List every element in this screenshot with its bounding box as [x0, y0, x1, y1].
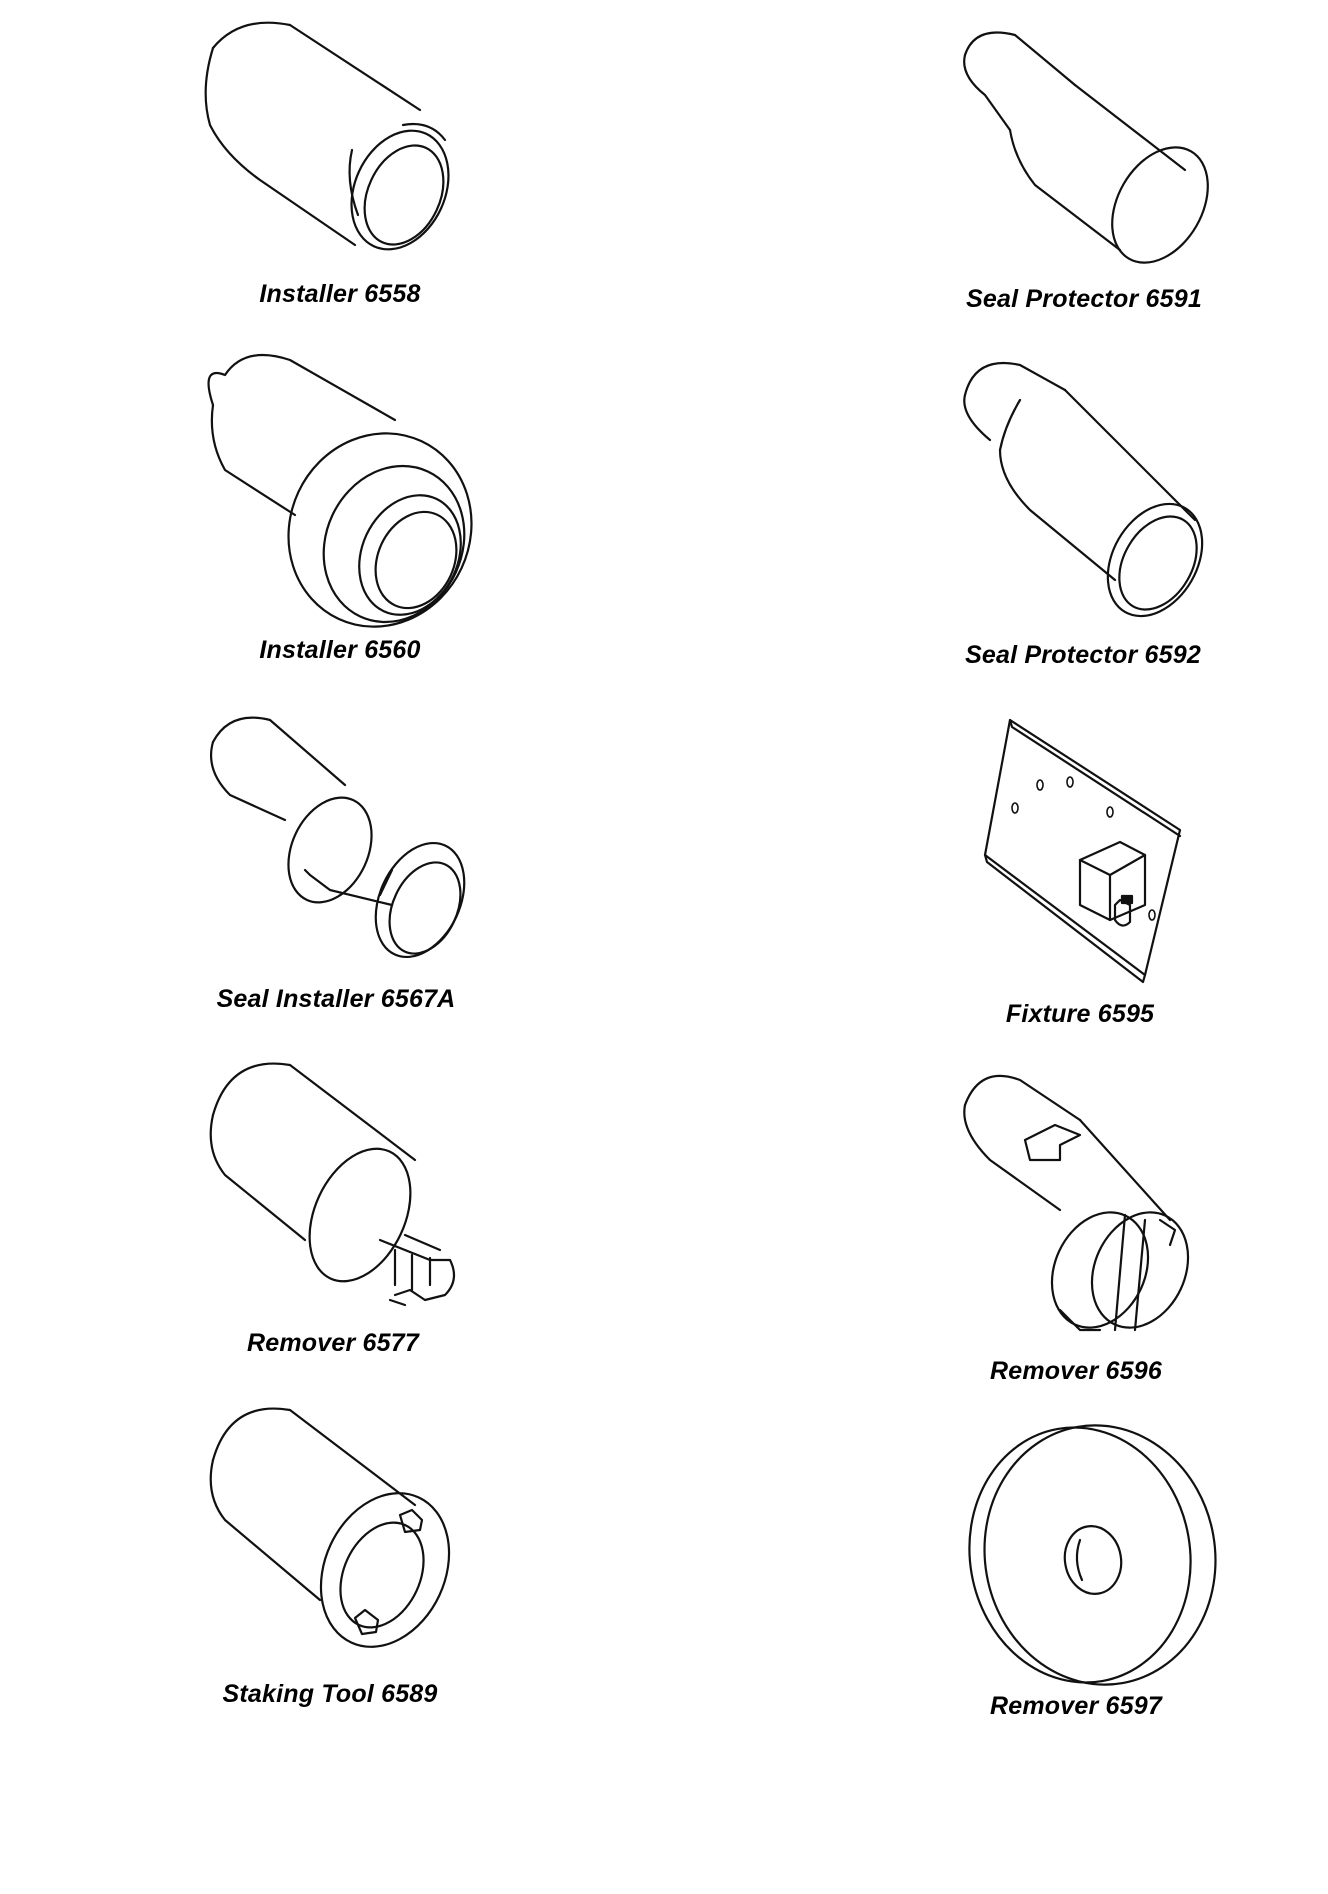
tool-caption: Installer 6560 [259, 636, 421, 664]
tool-caption: Remover 6577 [247, 1329, 419, 1357]
tool-caption: Seal Protector 6592 [965, 641, 1201, 669]
tool-caption: Fixture 6595 [1005, 1000, 1155, 1028]
tool-caption: Remover 6597 [990, 1692, 1162, 1720]
tool-caption: Staking Tool 6589 [222, 1680, 438, 1708]
tool-caption: Installer 6558 [259, 280, 421, 308]
tool-caption: Remover 6596 [990, 1357, 1162, 1385]
tool-caption: Seal Installer 6567A [216, 985, 456, 1013]
tool-caption: Seal Protector 6591 [966, 285, 1202, 313]
